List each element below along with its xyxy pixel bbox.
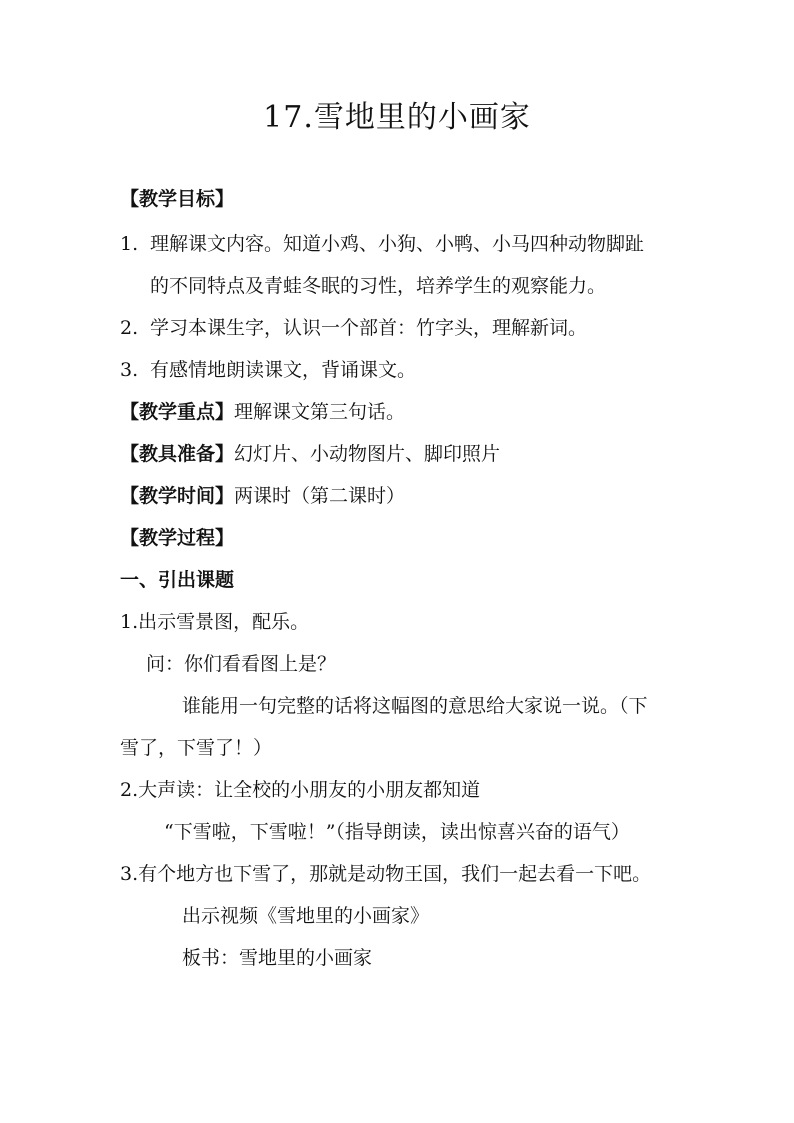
- time-row: [120, 483, 405, 509]
- part1-heading: 一、引出课题: [120, 569, 235, 591]
- materials-label: 【教具准备】: [120, 443, 235, 465]
- part1-item3: 3.有个地方也下雪了，那就是动物王国，我们一起去看一下吧。: [120, 863, 652, 885]
- objective-1-text-line1: 理解课文内容。知道小鸡、小狗、小鸭、小马四种动物脚趾: [150, 233, 645, 255]
- part1-item2: 2.大声读：让全校的小朋友的小朋友都知道: [120, 779, 481, 801]
- objective-2-text: 学习本课生字，认识一个部首：竹字头，理解新词。: [150, 317, 588, 339]
- materials-row: [120, 441, 500, 467]
- time-label: 【教学时间】: [120, 485, 235, 507]
- objective-2-number: 2.: [120, 317, 139, 339]
- part1-item1-question2-line2: 雪了，下雪了！）: [120, 737, 273, 759]
- part1-item2-quote: “下雪啦，下雪啦！”（指导朗读，读出惊喜兴奋的语气）: [164, 821, 630, 843]
- materials-text: 幻灯片、小动物图片、脚印照片: [234, 443, 501, 465]
- objectives-heading: 【教学目标】: [120, 188, 235, 210]
- lesson-title: 17.雪地里的小画家: [263, 100, 531, 135]
- part1-item1: 1.出示雪景图，配乐。: [120, 611, 310, 633]
- key-point-text: 理解课文第三句话。: [234, 401, 406, 423]
- key-point-label: 【教学重点】: [120, 401, 235, 423]
- objective-3-number: 3.: [120, 359, 139, 381]
- part1-item1-question2-line1: 谁能用一句完整的话将这幅图的意思给大家说一说。（下: [182, 695, 648, 717]
- objective-1-number: 1.: [120, 233, 139, 255]
- key-point-row: [120, 399, 405, 425]
- objective-3-text: 有感情地朗读课文，背诵课文。: [150, 359, 417, 381]
- part1-item3-video: 出示视频《雪地里的小画家》: [182, 905, 430, 927]
- process-heading: 【教学过程】: [120, 527, 235, 549]
- time-text: 两课时（第二课时）: [234, 485, 406, 507]
- part1-item1-question: 问：你们看看图上是？: [146, 653, 337, 675]
- objective-1-text-line2: 的不同特点及青蛙冬眠的习性，培养学生的观察能力。: [150, 275, 607, 297]
- part1-item3-board: 板书：雪地里的小画家: [182, 947, 373, 969]
